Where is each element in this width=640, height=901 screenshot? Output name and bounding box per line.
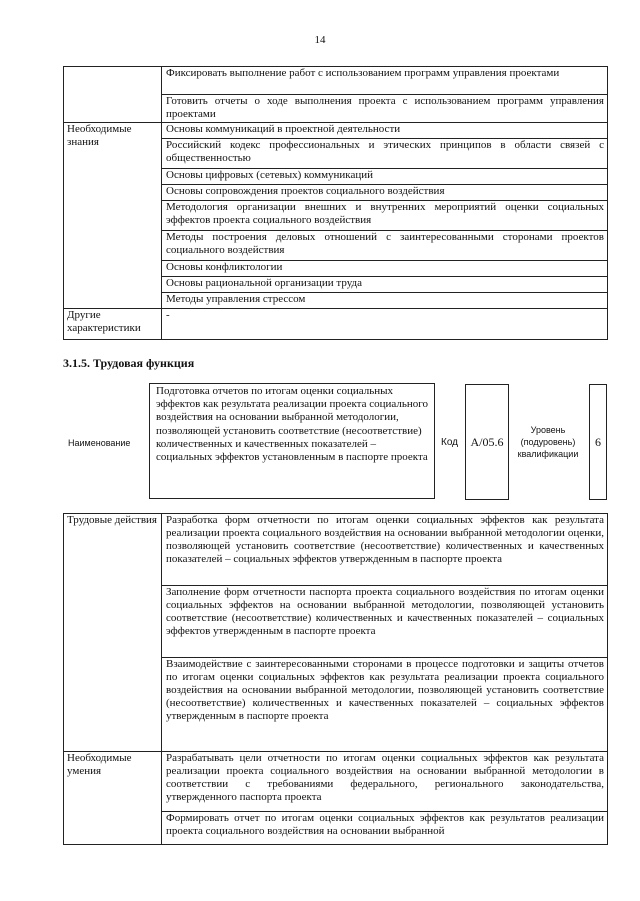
table-cell: Заполнение форм отчетности паспорта проекта социального воздействия по итогам оценки социальных эффектов на основании выбранной методологии, позволяющей установить соответствие (несоответствие) количественных и качественных показателей – социальных эффектов утвержденным в паспорте проекта [162,586,608,658]
table-row [64,123,608,139]
table-row [64,514,608,586]
table-cell: Готовить отчеты о ходе выполнения проекта с использованием программ управления проектами [162,95,608,123]
table-cell: Методы построения деловых отношений с заинтересованными сторонами проектов социального воздействия [162,231,608,261]
name-label: Наименование [68,438,131,448]
table-cell: Основы конфликтологии [162,261,608,277]
table-cell: - [162,309,608,340]
table-cell: Основы коммуникаций в проектной деятельности [162,123,608,139]
table-cell: Основы цифровых (сетевых) коммуникаций [162,169,608,185]
table-row [64,752,608,812]
table-cell: Методы управления стрессом [162,293,608,309]
row-header-other: Другие характеристики [64,309,162,340]
level-box [589,384,607,500]
table-row [64,309,608,340]
row-header-actions: Трудовые действия [64,514,162,752]
row-header-skills: Необходимые умения [64,752,162,845]
table-cell: Основы рациональной организации труда [162,277,608,293]
table-cell: Фиксировать выполнение работ с использованием программ управления проектами [162,67,608,95]
table-row [64,67,608,95]
code-box [465,384,509,500]
page-number: 14 [314,34,326,46]
table-cell: Разработка форм отчетности по итогам оценки социальных эффектов как результата реализации проекта социального воздействия на основании выбранной методологии оценки, позволяющей установить соответствие (несоответствие) количественных и качественных показателей – социальных эффектов утвержденным в паспорте проекта [162,514,608,586]
section-title: 3.1.5. Трудовая функция [63,356,195,370]
row-header-knowledge: Необходимые знания [64,123,162,309]
table-cell: Взаимодействие с заинтересованными сторонами в процессе подготовки и защиты отчетов по итогам оценки социальных эффектов как результата реализации проекта социального воздействия на основании выбранной методологии, позволяющей установить соответствие (несоответствие) количественных и качественных показателей – социальных эффектов утвержденным в паспорте проекта [162,658,608,752]
table-cell: Формировать отчет по итогам оценки социальных эффектов как результатов реализации проекта социального воздействия на основании выбранной [162,812,608,845]
code-value: A/05.6 [470,434,504,449]
bottom-requirements-table [63,513,608,845]
function-name-box: Подготовка отчетов по итогам оценки социальных эффектов как результата реализации проекта социального воздействия на основании выбранной методологии, позволяющей установить соответствие (несоответствие) количественных и качественных показателей – социальных эффектов установленным в паспорте проекта [149,383,435,499]
row-header [64,67,162,123]
level-label: Уровень (подуровень) квалификации [517,425,579,459]
table-cell: Методология организации внешних и внутренних мероприятий оценки социальных эффектов проекта социального воздействия [162,201,608,231]
table-cell: Российский кодекс профессиональных и этических принципов в области связей с общественностью [162,139,608,169]
table-cell: Разрабатывать цели отчетности по итогам оценки социальных эффектов как результата реализации проекта социального воздействия на основании выбранной методологии в соответствии с требованиями федерального, регионального законодательства, утвержденного паспорта проекта [162,752,608,812]
level-value: 6 [595,434,601,449]
table-cell: Основы сопровождения проектов социального воздействия [162,185,608,201]
code-label: Код [441,437,459,448]
top-requirements-table [63,66,608,340]
